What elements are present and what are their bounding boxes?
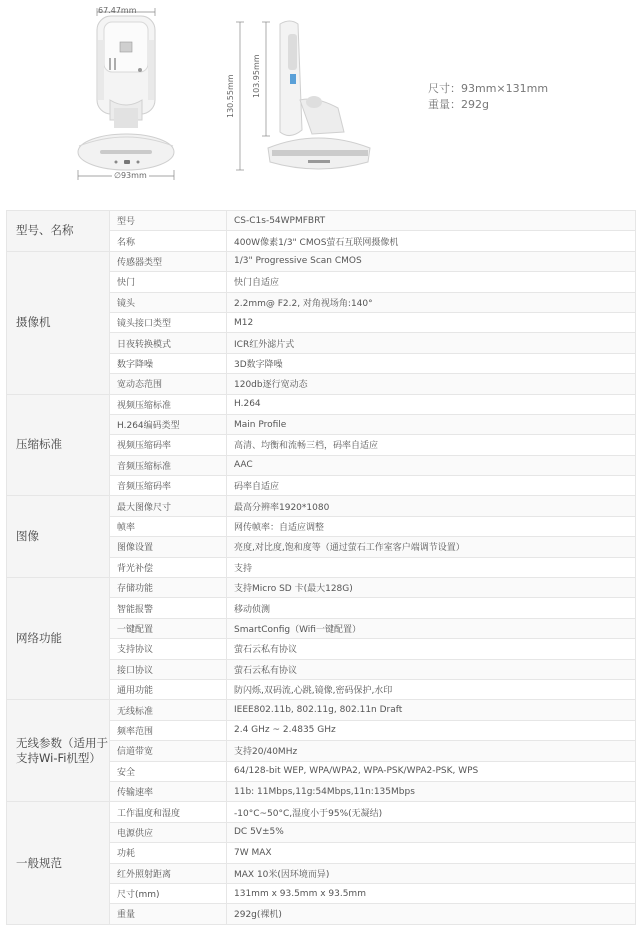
spec-value: DC 5V±5% [227, 822, 636, 842]
spec-value: 亮度,对比度,饱和度等（通过萤石工作室客户端调节设置） [227, 537, 636, 557]
spec-table [6, 210, 636, 925]
weight-summary: 重量：292g [428, 98, 489, 111]
spec-value: 萤石云私有协议 [227, 639, 636, 659]
spec-key: 接口协议 [110, 659, 227, 679]
spec-value: H.264 [227, 394, 636, 414]
spec-key: 日夜转换模式 [110, 333, 227, 353]
spec-key: 视频压缩码率 [110, 435, 227, 455]
group-label: 无线参数（适用于支持Wi-Fi机型） [7, 700, 110, 802]
spec-key: 最大图像尺寸 [110, 496, 227, 516]
spec-key: 存储功能 [110, 578, 227, 598]
table-row [7, 394, 636, 414]
spec-key: 重量 [110, 904, 227, 924]
spec-key: 音频压缩标准 [110, 455, 227, 475]
spec-key: 传感器类型 [110, 251, 227, 271]
spec-value: 7W MAX [227, 843, 636, 863]
spec-key: 通用功能 [110, 679, 227, 699]
spec-key: 智能报警 [110, 598, 227, 618]
spec-key: 音频压缩码率 [110, 476, 227, 496]
spec-value: 最高分辨率1920*1080 [227, 496, 636, 516]
spec-value: AAC [227, 455, 636, 475]
spec-key: 支持协议 [110, 639, 227, 659]
table-row [7, 496, 636, 516]
spec-value: MAX 10米(因环境而异) [227, 863, 636, 883]
spec-value: CS-C1s-54WPMFBRT [227, 211, 636, 231]
group-label: 型号、名称 [7, 211, 110, 252]
spec-value: ICR红外滤片式 [227, 333, 636, 353]
spec-value: 萤石云私有协议 [227, 659, 636, 679]
table-row [7, 251, 636, 271]
spec-key: 一键配置 [110, 618, 227, 638]
group-label: 压缩标准 [7, 394, 110, 496]
total-height-dimension-label: 130.55mm [226, 74, 235, 118]
spec-key: 名称 [110, 231, 227, 251]
spec-key: 工作温度和湿度 [110, 802, 227, 822]
spec-value: 码率自适应 [227, 476, 636, 496]
spec-key: 频率范围 [110, 720, 227, 740]
spec-value: 快门自适应 [227, 272, 636, 292]
spec-value: 131mm x 93.5mm x 93.5mm [227, 883, 636, 903]
width-dimension-label: 67.47mm [98, 6, 137, 15]
group-label: 摄像机 [7, 251, 110, 394]
table-row [7, 700, 636, 720]
group-label: 一般规范 [7, 802, 110, 924]
spec-value: 网传帧率：自适应调整 [227, 516, 636, 536]
spec-value: 支持Micro SD 卡(最大128G) [227, 578, 636, 598]
spec-value: Main Profile [227, 414, 636, 434]
spec-key: 无线标准 [110, 700, 227, 720]
spec-value: 支持20/40MHz [227, 741, 636, 761]
table-row [7, 802, 636, 822]
spec-value: 防闪烁,双码流,心跳,镜像,密码保护,水印 [227, 679, 636, 699]
size-summary: 尺寸：93mm×131mm [428, 82, 549, 95]
spec-value: 移动侦测 [227, 598, 636, 618]
spec-value: IEEE802.11b, 802.11g, 802.11n Draft [227, 700, 636, 720]
table-row [7, 578, 636, 598]
spec-key: 型号 [110, 211, 227, 231]
spec-value: 292g(裸机) [227, 904, 636, 924]
spec-value: 支持 [227, 557, 636, 577]
spec-key: 背光补偿 [110, 557, 227, 577]
spec-key: 视频压缩标准 [110, 394, 227, 414]
spec-value: -10°C~50°C,湿度小于95%(无凝结) [227, 802, 636, 822]
spec-value: 120db逐行宽动态 [227, 374, 636, 394]
table-row [7, 211, 636, 231]
spec-value: 2.4 GHz ~ 2.4835 GHz [227, 720, 636, 740]
spec-key: 红外照射距离 [110, 863, 227, 883]
spec-key: 宽动态范围 [110, 374, 227, 394]
spec-key: 快门 [110, 272, 227, 292]
spec-key: 镜头接口类型 [110, 312, 227, 332]
spec-value: SmartConfig（Wifi一键配置） [227, 618, 636, 638]
spec-key: 传输速率 [110, 781, 227, 801]
spec-key: H.264编码类型 [110, 414, 227, 434]
spec-key: 帧率 [110, 516, 227, 536]
camera-side-view-illustration [228, 0, 378, 190]
spec-key: 信道带宽 [110, 741, 227, 761]
diameter-dimension-label: ∅93mm [114, 171, 147, 180]
spec-key: 数字降噪 [110, 353, 227, 373]
spec-key: 功耗 [110, 843, 227, 863]
spec-value: 64/128-bit WEP, WPA/WPA2, WPA-PSK/WPA2-PSK, WPS [227, 761, 636, 781]
spec-key: 电源供应 [110, 822, 227, 842]
spec-value: 3D数字降噪 [227, 353, 636, 373]
spec-key: 安全 [110, 761, 227, 781]
spec-value: 11b: 11Mbps,11g:54Mbps,11n:135Mbps [227, 781, 636, 801]
spec-key: 尺寸(mm) [110, 883, 227, 903]
group-label: 图像 [7, 496, 110, 578]
body-height-dimension-label: 103.95mm [252, 54, 261, 98]
spec-key: 镜头 [110, 292, 227, 312]
spec-value: 400W像素1/3" CMOS萤石互联网摄像机 [227, 231, 636, 251]
spec-value: 1/3" Progressive Scan CMOS [227, 251, 636, 271]
spec-value: M12 [227, 312, 636, 332]
camera-front-view-illustration [70, 0, 190, 190]
spec-value: 高清、均衡和流畅三档，码率自适应 [227, 435, 636, 455]
spec-value: 2.2mm@ F2.2, 对角视场角:140° [227, 292, 636, 312]
product-dimension-drawing [0, 0, 640, 195]
spec-key: 图像设置 [110, 537, 227, 557]
group-label: 网络功能 [7, 578, 110, 700]
